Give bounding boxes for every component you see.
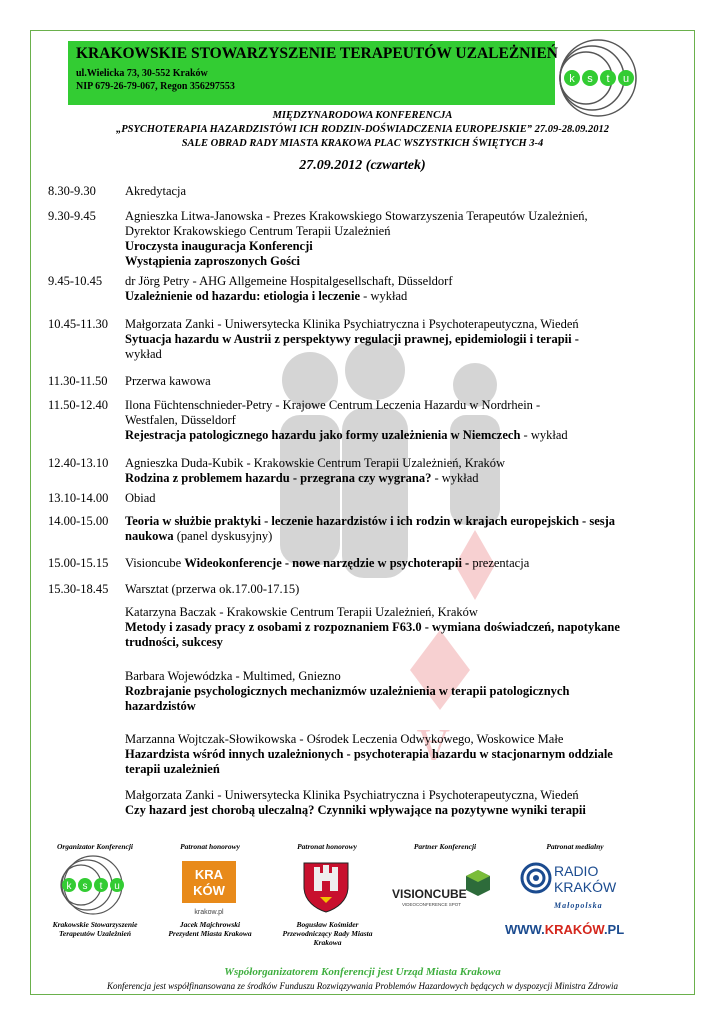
visioncube-logo: [392, 866, 500, 910]
item-time: 9.30-9.45: [48, 209, 96, 223]
www-krakow-link[interactable]: [505, 922, 624, 937]
patron2-title-cont: Krakowa: [313, 938, 342, 947]
item-desc: Obiad: [125, 491, 156, 505]
item-speaker: Agnieszka Litwa-Janowska - Prezes Krakowskiego Stowarzyszenia Terapeutów Uzależnień,: [125, 209, 588, 223]
kstu-logo-small: [55, 855, 135, 915]
coorganizer-note: Współorganizatorem Konferencji jest Urząd Miasta Krakowa: [224, 966, 501, 978]
day-heading: 27.09.2012 (czwartek): [299, 158, 426, 173]
svg-text:RADIO: RADIO: [554, 863, 599, 879]
svg-text:Małopolska: Małopolska: [554, 901, 603, 910]
patron2-name-l1: Bogusław Kośmider: [296, 920, 359, 929]
footer-label-organizer: Organizator Konferencji: [56, 842, 134, 851]
item-title: Uroczysta inauguracja Konferencji: [125, 239, 313, 253]
conference-title: „PSYCHOTERAPIA HAZARDZISTÓWI ICH RODZIN-DOŚWIADCZENIA EUROPEJSKIE” 27.09-28.09.2012: [115, 124, 609, 135]
item-format: (panel dyskusyjny): [173, 529, 273, 543]
item-desc: Warsztat (przerwa ok.17.00-17.15): [125, 582, 300, 596]
org-name: KRAKOWSKIE STOWARZYSZENIE TERAPEUTÓW UZALEŻNIEŃ: [76, 45, 558, 62]
workshop-title: Hazardzista wśród innych uzależnionych - psychoterapia hazardu w stacjonarnym oddziale terapii uzależnień: [125, 747, 613, 776]
item-format: - wykład: [431, 471, 479, 485]
svg-text:KRAKÓW: KRAKÓW: [554, 879, 617, 895]
item-speaker-affiliation: Dyrektor Krakowskiego Centrum Terapii Uzależnień: [125, 224, 391, 238]
org-address: ul.Wielicka 73, 30-552 Kraków: [76, 68, 208, 79]
item-time: 15.00-15.15: [48, 556, 109, 570]
www-suffix: .PL: [603, 922, 625, 937]
logo-letter-k: k: [569, 73, 575, 85]
item-time: 8.30-9.30: [48, 184, 96, 198]
patron2-title: Przewodniczący Rady Miasta: [282, 929, 373, 938]
svg-text:KRA: KRA: [194, 867, 224, 882]
footer-label-partner: Partner Konferencji: [413, 842, 477, 851]
krakow-coat-of-arms: [300, 857, 352, 913]
item-title: Rejestracja patologicznego hazardu jako formy uzależnienia w Niemczech: [125, 428, 521, 442]
svg-text:VISIONCUBE: VISIONCUBE: [392, 887, 467, 901]
item-title: Uzależnienie od hazardu: etiologia i leczenie: [125, 289, 361, 303]
www-prefix: WWW.: [505, 922, 545, 937]
organizer-name-l2: Terapeutów Uzależnień: [58, 929, 132, 938]
item-speaker: dr Jörg Petry - AHG Allgemeine Hospitalgesellschaft, Düsseldorf: [125, 274, 453, 288]
item-speaker: Agnieszka Duda-Kubik - Krakowskie Centrum Terapii Uzależnień, Kraków: [125, 456, 506, 470]
item-format: prezentacja: [469, 556, 530, 570]
organizer-name-l1: Krakowskie Stowarzyszenie: [52, 920, 138, 929]
radio-krakow-logo: [520, 856, 630, 912]
item-format: - wykład: [360, 289, 408, 303]
item-subtitle: Wystąpienia zaproszonych Gości: [125, 254, 301, 268]
item-time: 12.40-13.10: [48, 456, 109, 470]
item-speaker: Małgorzata Zanki - Uniwersytecka Klinika Psychiatryczna i Psychoterapeutyczna, Wiedeń: [125, 317, 579, 331]
svg-text:krakow.pl: krakow.pl: [194, 909, 224, 916]
organizer-name: [40, 920, 150, 938]
item-desc: Akredytacja: [125, 184, 187, 198]
logo-letter-t: t: [99, 881, 103, 892]
item-speaker: Ilona Füchtenschnieder-Petry - Krajowe Centrum Leczenia Hazardu w Nordrhein - Westfalen, Düsseldorf: [125, 398, 541, 427]
item-time: 14.00-15.00: [48, 514, 109, 528]
item-desc: Przerwa kawowa: [125, 374, 211, 388]
workshop-speaker: Katarzyna Baczak - Krakowskie Centrum Terapii Uzależnień, Kraków: [125, 605, 478, 619]
svg-text:VIDEOCONFERENCE SPOT: VIDEOCONFERENCE SPOT: [402, 902, 462, 907]
workshop-speaker: Marzanna Wojtczak-Słowikowska - Ośrodek Leczenia Odwykowego, Woskowice Małe: [125, 732, 564, 746]
workshop-title: Czy hazard jest chorobą uleczalną? Czynniki wpływające na pozytywne wyniki terapii: [125, 803, 586, 817]
svg-text:A: A: [416, 720, 450, 771]
svg-text:KÓW: KÓW: [193, 883, 225, 898]
www-main: KRAKÓW: [544, 922, 604, 937]
logo-letter-k: k: [66, 881, 72, 892]
item-format: - wykład: [520, 428, 568, 442]
item-title: Wideokonferencje - nowe narzędzie w psychoterapii -: [184, 556, 470, 570]
item-company: Visioncube: [125, 556, 185, 570]
item-title: Rodzina z problemem hazardu - przegrana czy wygrana?: [125, 471, 432, 485]
footer-label-patron: Patronat honorowy: [297, 842, 357, 851]
krakow-pl-logo: [178, 857, 240, 917]
logo-letter-t: t: [606, 73, 610, 85]
workshop-title: Metody i zasady pracy z osobami z rozpoznaniem F63.0 - wymiana doświadczeń, napotykane trudności, sukcesy: [125, 620, 620, 649]
org-nip: NIP 679-26-79-067, Regon 356297553: [76, 81, 235, 92]
patron1-name-l1: Jacek Majchrowski: [179, 920, 241, 929]
item-title: Sytuacja hazardu w Austrii z perspektywy regulacji prawnej, epidemiologii i terapii -: [125, 332, 579, 346]
conference-venue: SALE OBRAD RADY MIASTA KRAKOWA PLAC WSZYSTKICH ŚWIĘTYCH 3-4: [181, 138, 544, 149]
patron1-name: [155, 920, 265, 938]
patron2-name: [270, 920, 385, 947]
kstu-logo: [558, 38, 638, 118]
cofinance-note: Konferencja jest współfinansowana ze środków Funduszu Rozwiązywania Problemów Hazardowych będących w dyspozycji Ministra Zdrowia: [106, 981, 619, 991]
logo-letter-s: s: [587, 73, 593, 85]
item-time: 15.30-18.45: [48, 582, 109, 596]
item-time: 13.10-14.00: [48, 491, 109, 505]
logo-letter-u: u: [114, 881, 120, 892]
footer-label-patron: Patronat honorowy: [180, 842, 240, 851]
conference-label: MIĘDZYNARODOWA KONFERENCJA: [272, 110, 453, 121]
item-format: wykład: [125, 347, 162, 361]
item-time: 10.45-11.30: [48, 317, 108, 331]
item-title: Teoria w służbie praktyki - leczenie hazardzistów i ich rodzin w krajach europejskich - sesja naukowa: [125, 514, 616, 543]
workshop-speaker: Małgorzata Zanki - Uniwersytecka Klinika Psychiatryczna i Psychoterapeutyczna, Wiedeń: [125, 788, 579, 802]
logo-letter-u: u: [622, 73, 630, 85]
footer-label-media: Patronat medialny: [546, 842, 604, 851]
item-time: 9.45-10.45: [48, 274, 103, 288]
patron1-title: Prezydent Miasta Krakowa: [168, 929, 252, 938]
item-time: 11.50-12.40: [48, 398, 108, 412]
logo-letter-s: s: [82, 881, 88, 892]
workshop-speaker: Barbara Wojewódzka - Multimed, Gniezno: [125, 669, 341, 683]
item-time: 11.30-11.50: [48, 374, 108, 388]
workshop-title: Rozbrajanie psychologicznych mechanizmów uzależnienia w terapii patologicznych hazardzistów: [125, 684, 570, 713]
